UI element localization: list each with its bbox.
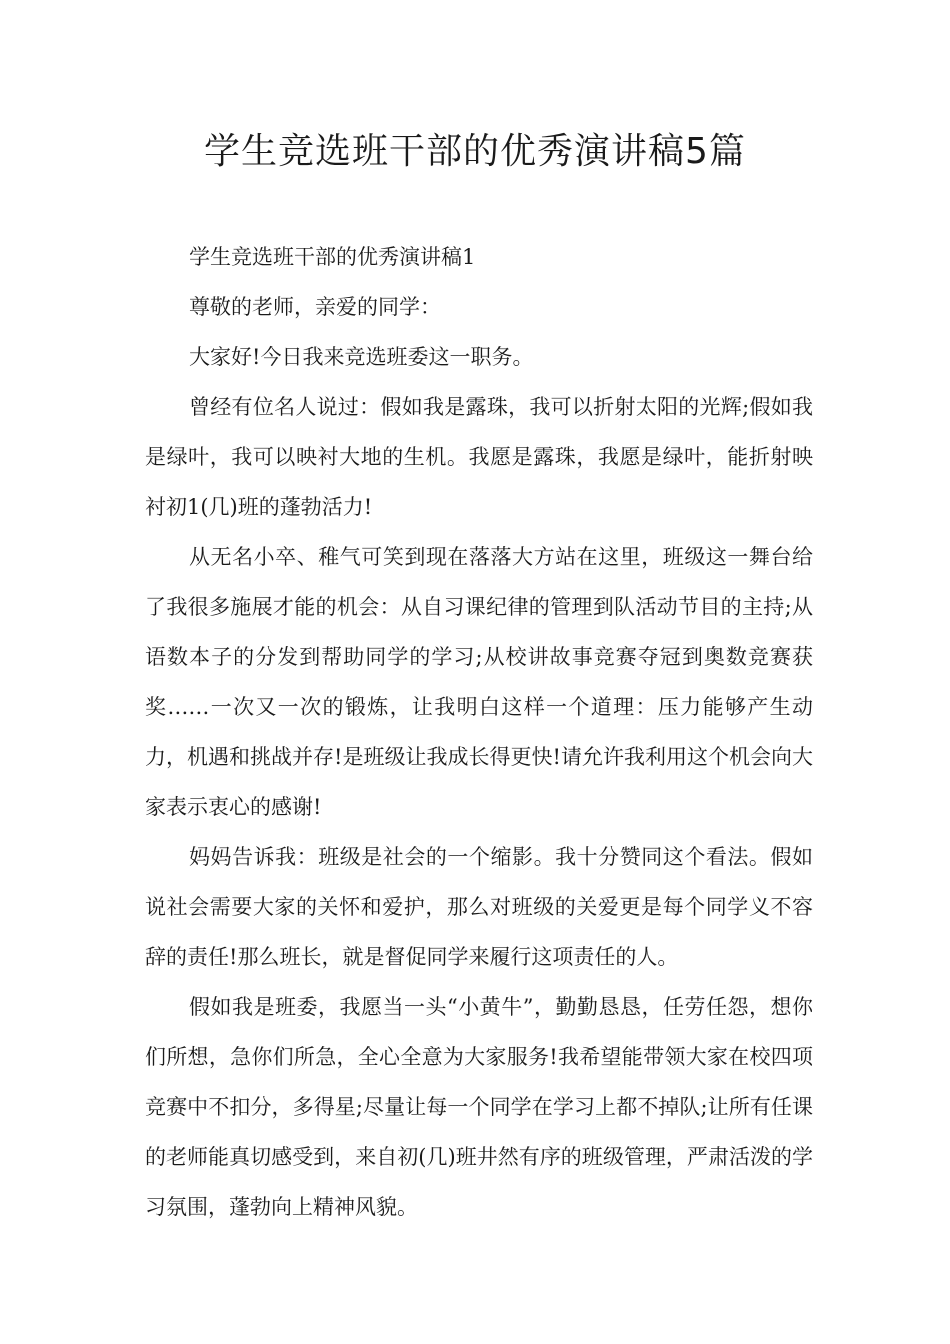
document-body [145, 232, 813, 1232]
section-heading: 学生竞选班干部的优秀演讲稿1 [189, 245, 476, 269]
body-paragraph: 假如我是班委，我愿当一头“小黄牛”，勤勤恳恳，任劳任怨，想你们所想，急你们所急，全心全意为大家服务!我希望能带领大家在校四项竞赛中不扣分，多得星;尽量让每一个同学在学习上都不掉队;让所有任课的老师能真切感受到，来自初(几)班井然有序的班级管理，严肃活泼的学习氛围，蓬勃向上精神风貌。 [145, 995, 813, 1219]
greeting-paragraph: 大家好!今日我来竞选班委这一职务。 [189, 345, 534, 369]
document-title: 学生竞选班干部的优秀演讲稿5篇 [204, 131, 746, 172]
body-paragraph: 妈妈告诉我：班级是社会的一个缩影。我十分赞同这个看法。假如说社会需要大家的关怀和爱护，那么对班级的关爱更是每个同学义不容辞的责任!那么班长，就是督促同学来履行这项责任的人。 [145, 845, 813, 969]
body-paragraph: 从无名小卒、稚气可笑到现在落落大方站在这里，班级这一舞台给了我很多施展才能的机会：从自习课纪律的管理到队活动节目的主持;从语数本子的分发到帮助同学的学习;从校讲故事竞赛夺冠到奥数竞赛获奖……一次又一次的锻炼，让我明白这样一个道理：压力能够产生动力，机遇和挑战并存!是班级让我成长得更快!请允许我利用这个机会向大家表示衷心的感谢! [145, 545, 813, 819]
body-paragraph: 曾经有位名人说过：假如我是露珠，我可以折射太阳的光辉;假如我是绿叶，我可以映衬大地的生机。我愿是露珠，我愿是绿叶，能折射映衬初1(几)班的蓬勃活力! [145, 395, 813, 519]
salutation-paragraph: 尊敬的老师，亲爱的同学： [189, 295, 441, 319]
